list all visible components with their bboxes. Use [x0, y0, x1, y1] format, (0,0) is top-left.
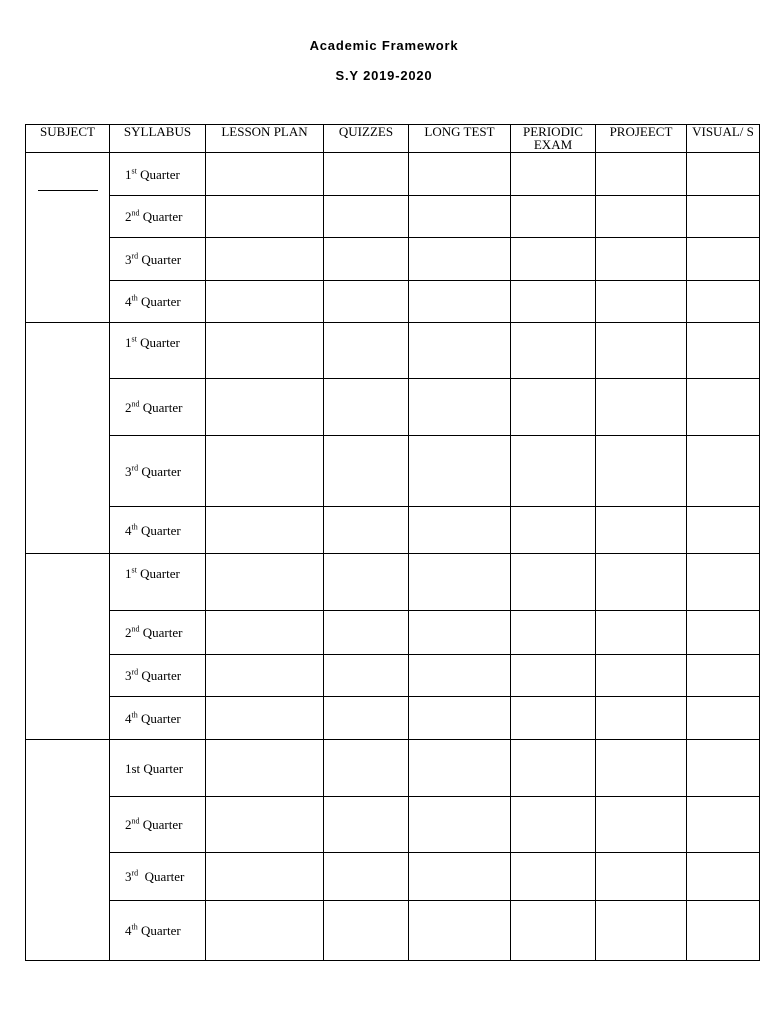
- table-cell[interactable]: [206, 281, 324, 323]
- col-quizzes: QUIZZES: [324, 125, 409, 153]
- table-cell[interactable]: [687, 697, 760, 740]
- table-cell[interactable]: [511, 655, 596, 697]
- table-cell[interactable]: [206, 853, 324, 901]
- table-cell[interactable]: [206, 153, 324, 196]
- table-row: [26, 740, 760, 797]
- table-cell[interactable]: [511, 323, 596, 379]
- table-cell[interactable]: [409, 436, 511, 507]
- table-cell[interactable]: [324, 611, 409, 655]
- table-cell[interactable]: [409, 853, 511, 901]
- table-cell[interactable]: [687, 554, 760, 611]
- table-row: [26, 323, 760, 379]
- table-cell[interactable]: [409, 901, 511, 961]
- table-row: [26, 507, 760, 554]
- table-cell[interactable]: [596, 153, 687, 196]
- table-cell[interactable]: [687, 238, 760, 281]
- table-cell[interactable]: [511, 379, 596, 436]
- col-periodic-exam: PERIODIC EXAM: [511, 125, 596, 153]
- subject-cell[interactable]: [26, 740, 110, 961]
- table-cell[interactable]: [511, 740, 596, 797]
- table-cell[interactable]: [324, 238, 409, 281]
- table-cell[interactable]: [596, 853, 687, 901]
- table-cell[interactable]: [511, 797, 596, 853]
- academic-framework-table: [25, 124, 760, 961]
- table-row: [26, 901, 760, 961]
- col-visuals: VISUAL/ S: [687, 125, 760, 153]
- table-cell[interactable]: [324, 323, 409, 379]
- page-title: Academic Framework: [309, 38, 459, 53]
- quarter-cell: 1st Quarter: [110, 554, 206, 611]
- table-row: [26, 196, 760, 238]
- table-cell[interactable]: [687, 196, 760, 238]
- table-cell[interactable]: [324, 281, 409, 323]
- table-cell[interactable]: [409, 379, 511, 436]
- quarter-cell: 3rd Quarter: [110, 238, 206, 281]
- table-cell[interactable]: [409, 554, 511, 611]
- col-subject: SUBJECT: [26, 125, 110, 153]
- table-cell[interactable]: [511, 611, 596, 655]
- header-row: [26, 125, 760, 153]
- table-row: [26, 655, 760, 697]
- table-cell[interactable]: [511, 153, 596, 196]
- table-cell[interactable]: [687, 281, 760, 323]
- table-cell[interactable]: [596, 507, 687, 554]
- table-cell[interactable]: [687, 853, 760, 901]
- col-lesson-plan: LESSON PLAN: [206, 125, 324, 153]
- table-cell[interactable]: [324, 797, 409, 853]
- quarter-cell: 3rd Quarter: [110, 853, 206, 901]
- table-cell[interactable]: [596, 655, 687, 697]
- table-cell[interactable]: [687, 901, 760, 961]
- table-cell[interactable]: [687, 611, 760, 655]
- table-cell[interactable]: [324, 655, 409, 697]
- table-cell[interactable]: [324, 697, 409, 740]
- table-cell[interactable]: [206, 901, 324, 961]
- quarter-cell: 4th Quarter: [110, 281, 206, 323]
- table-cell[interactable]: [687, 655, 760, 697]
- quarter-cell: 2nd Quarter: [110, 379, 206, 436]
- table-cell[interactable]: [324, 740, 409, 797]
- table-cell[interactable]: [324, 901, 409, 961]
- table-cell[interactable]: [206, 655, 324, 697]
- table-cell[interactable]: [206, 323, 324, 379]
- table-cell[interactable]: [596, 196, 687, 238]
- table-cell[interactable]: [409, 797, 511, 853]
- quarter-cell: 1st Quarter: [110, 740, 206, 797]
- table-cell[interactable]: [596, 697, 687, 740]
- table-cell[interactable]: [206, 379, 324, 436]
- table-cell[interactable]: [596, 323, 687, 379]
- table-row: [26, 797, 760, 853]
- subject-cell[interactable]: [26, 153, 110, 323]
- table-cell[interactable]: [511, 901, 596, 961]
- table-cell[interactable]: [511, 196, 596, 238]
- table-cell[interactable]: [206, 797, 324, 853]
- quarter-cell: 3rd Quarter: [110, 655, 206, 697]
- table-row: [26, 554, 760, 611]
- table-row: [26, 697, 760, 740]
- table-cell[interactable]: [409, 281, 511, 323]
- table-cell[interactable]: [409, 507, 511, 554]
- table-row: [26, 436, 760, 507]
- table-cell[interactable]: [324, 507, 409, 554]
- table-cell[interactable]: [596, 281, 687, 323]
- table-cell[interactable]: [687, 797, 760, 853]
- table-cell[interactable]: [206, 238, 324, 281]
- table-cell[interactable]: [206, 697, 324, 740]
- table-cell[interactable]: [409, 323, 511, 379]
- table-cell[interactable]: [409, 611, 511, 655]
- table-cell[interactable]: [511, 507, 596, 554]
- table-cell[interactable]: [687, 436, 760, 507]
- table-cell[interactable]: [324, 153, 409, 196]
- table-cell[interactable]: [206, 507, 324, 554]
- quarter-cell: 4th Quarter: [110, 697, 206, 740]
- table-cell[interactable]: [324, 554, 409, 611]
- subject-cell[interactable]: [26, 554, 110, 740]
- subject-cell[interactable]: [26, 323, 110, 554]
- table-cell[interactable]: [596, 901, 687, 961]
- table-cell[interactable]: [206, 196, 324, 238]
- table-cell[interactable]: [511, 281, 596, 323]
- quarter-cell: 2nd Quarter: [110, 196, 206, 238]
- table-cell[interactable]: [324, 196, 409, 238]
- col-long-test: LONG TEST: [409, 125, 511, 153]
- quarter-cell: 1st Quarter: [110, 153, 206, 196]
- table-row: [26, 379, 760, 436]
- table-cell[interactable]: [324, 436, 409, 507]
- quarter-cell: 2nd Quarter: [110, 611, 206, 655]
- table-cell[interactable]: [596, 436, 687, 507]
- table-cell[interactable]: [206, 554, 324, 611]
- table-cell[interactable]: [206, 740, 324, 797]
- table-cell[interactable]: [596, 238, 687, 281]
- quarter-cell: 1st Quarter: [110, 323, 206, 379]
- table-cell[interactable]: [409, 697, 511, 740]
- table-cell[interactable]: [511, 436, 596, 507]
- table-cell[interactable]: [687, 507, 760, 554]
- table-cell[interactable]: [511, 697, 596, 740]
- table-cell[interactable]: [511, 853, 596, 901]
- subject-blank-line: [38, 190, 98, 191]
- table-cell[interactable]: [596, 797, 687, 853]
- table-cell[interactable]: [409, 655, 511, 697]
- table-cell[interactable]: [511, 238, 596, 281]
- table-cell[interactable]: [409, 196, 511, 238]
- table-cell[interactable]: [687, 153, 760, 196]
- table-row: [26, 853, 760, 901]
- table-cell[interactable]: [324, 379, 409, 436]
- table-cell[interactable]: [596, 611, 687, 655]
- school-year: S.Y 2019-2020: [335, 68, 433, 83]
- table-row: [26, 153, 760, 196]
- quarter-cell: 4th Quarter: [110, 901, 206, 961]
- quarter-cell: 2nd Quarter: [110, 797, 206, 853]
- table-cell[interactable]: [596, 554, 687, 611]
- table-row: [26, 238, 760, 281]
- table-cell[interactable]: [409, 238, 511, 281]
- table-row: [26, 611, 760, 655]
- table-cell[interactable]: [596, 740, 687, 797]
- table-cell[interactable]: [511, 554, 596, 611]
- table-cell[interactable]: [206, 611, 324, 655]
- table-cell[interactable]: [324, 853, 409, 901]
- quarter-cell: 4th Quarter: [110, 507, 206, 554]
- table-cell[interactable]: [687, 379, 760, 436]
- col-project: PROJEECT: [596, 125, 687, 153]
- quarter-cell: 3rd Quarter: [110, 436, 206, 507]
- table-cell[interactable]: [687, 323, 760, 379]
- col-syllabus: SYLLABUS: [110, 125, 206, 153]
- table-cell[interactable]: [409, 740, 511, 797]
- table-cell[interactable]: [206, 436, 324, 507]
- table-cell[interactable]: [409, 153, 511, 196]
- table-cell[interactable]: [687, 740, 760, 797]
- table-cell[interactable]: [596, 379, 687, 436]
- table-row: [26, 281, 760, 323]
